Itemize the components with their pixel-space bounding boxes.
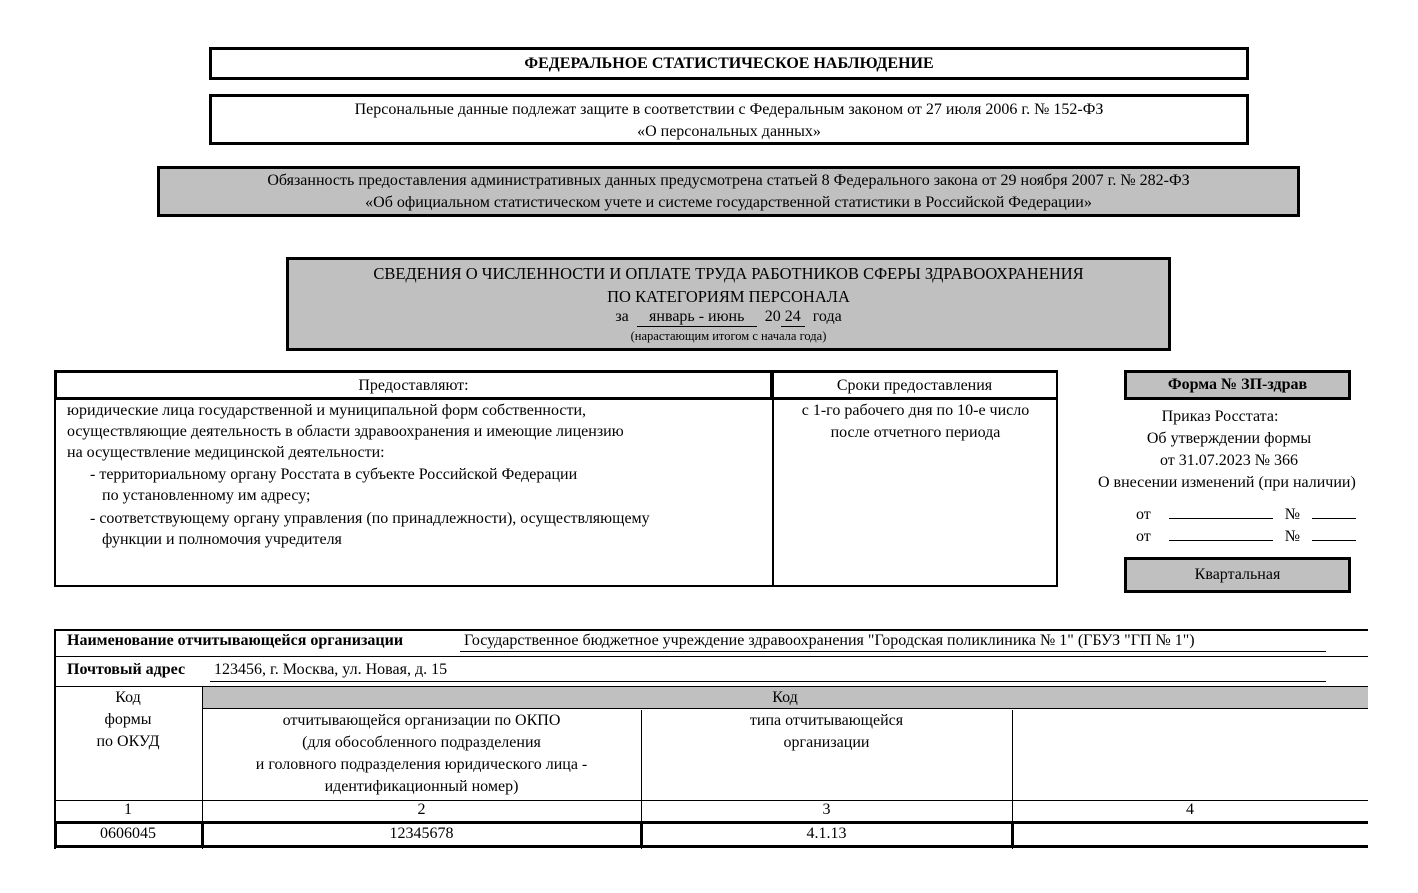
obligation-line1: Обязанность предоставления административных данных предусмотрена статьей 8 Федерального закона от 29 ноября 2007 г. № 282-ФЗ	[267, 172, 1190, 189]
order-line1: Приказ Росстата:	[1161, 408, 1279, 425]
org-name-value[interactable]: Государственное бюджетное учреждение здравоохранения "Городская поликлиника № 1" (ГБУЗ "ГП № 1")	[464, 632, 1195, 649]
amendment-row-1	[1098, 504, 1378, 526]
col-num-2: 2	[417, 801, 426, 818]
provide-line: функции и полномочия учредителя	[102, 531, 342, 548]
okpo-header-l1: отчитывающейся организации по ОКПО	[282, 712, 561, 729]
okud-header-l3: по ОКУД	[96, 733, 160, 750]
provide-line: осуществляющие деятельность в области здравоохранения и имеющие лицензию	[67, 423, 624, 440]
provide-table	[54, 370, 1058, 587]
amendment-number-field-1[interactable]	[1312, 518, 1356, 519]
order-line2: Об утверждении формы	[1146, 430, 1312, 447]
okpo-header-l4: идентификационный номер)	[324, 778, 519, 795]
personal-data-notice	[209, 94, 1249, 145]
amendment-date-field-1[interactable]	[1169, 518, 1273, 519]
okpo-header-l2: (для обособленного подразделения	[302, 734, 541, 751]
provide-line: - территориальному органу Росстата в субъекте Российской Федерации	[90, 466, 578, 483]
year-prefix: 20	[764, 308, 781, 325]
ot-label: от	[1136, 528, 1151, 545]
order-line3: от 31.07.2023 № 366	[1159, 452, 1299, 469]
no-label: №	[1284, 528, 1301, 545]
no-label: №	[1284, 506, 1301, 523]
personal-data-line2: «О персональных данных»	[637, 123, 821, 140]
type-header-l1: типа отчитывающейся	[749, 712, 904, 729]
periodicity-label: Квартальная	[1124, 557, 1351, 593]
okud-header-l2: формы	[104, 711, 152, 728]
col-num-3: 3	[822, 801, 831, 818]
org-name-label: Наименование отчитывающейся организации	[67, 632, 404, 649]
okud-header-l1: Код	[115, 689, 141, 706]
provide-line: - соответствующему органу управления (по принадлежности), осуществляющему	[90, 510, 650, 527]
year-field[interactable]: 24	[781, 308, 805, 327]
report-title-box	[286, 257, 1171, 351]
report-title-line1: СВЕДЕНИЯ О ЧИСЛЕННОСТИ И ОПЛАТЕ ТРУДА РАБОТНИКОВ СФЕРЫ ЗДРАВООХРАНЕНИЯ	[373, 264, 1084, 283]
obligation-line2: «Об официальном статистическом учете и системе государственной статистики в Российской Федерации»	[365, 194, 1092, 211]
amendment-number-field-2[interactable]	[1312, 540, 1356, 541]
col-num-4: 4	[1186, 801, 1194, 818]
col-num-1: 1	[124, 801, 132, 818]
goda-label: года	[812, 308, 842, 325]
terms-line2: после отчетного периода	[830, 424, 1001, 441]
cumulative-note: (нарастающим итогом с начала года)	[630, 329, 827, 343]
report-period	[289, 307, 1168, 327]
report-title-line2: ПО КАТЕГОРИЯМ ПЕРСОНАЛА	[607, 287, 850, 306]
za-label: за	[615, 308, 629, 325]
amendment-row-2	[1098, 526, 1378, 548]
terms-line1: с 1-го рабочего дня по 10-е число	[801, 402, 1030, 419]
org-type-code-value[interactable]: 4.1.13	[806, 825, 847, 842]
okud-code-value[interactable]: 0606045	[100, 825, 156, 842]
provide-line: по установленному им адресу;	[102, 487, 311, 504]
order-block	[1098, 406, 1378, 548]
provide-line: юридические лица государственной и муниципальной форм собственности,	[67, 402, 587, 419]
terms-header: Сроки предоставления	[773, 372, 1056, 400]
postal-address-label: Почтовый адрес	[67, 661, 186, 678]
organization-table	[54, 629, 1368, 849]
provide-line: на осуществление медицинской деятельности:	[67, 444, 385, 461]
obligation-notice	[157, 166, 1300, 217]
order-line4: О внесении изменений (при наличии)	[1098, 474, 1356, 491]
federal-observation-header: ФЕДЕРАЛЬНОЕ СТАТИСТИЧЕСКОЕ НАБЛЮДЕНИЕ	[209, 47, 1249, 80]
period-field[interactable]: январь - июнь	[637, 308, 757, 327]
form-name: Форма № ЗП-здрав	[1124, 370, 1351, 400]
amendment-date-field-2[interactable]	[1169, 540, 1273, 541]
okpo-header-l3: и головного подразделения юридического лица -	[255, 756, 588, 773]
type-header-l2: организации	[783, 734, 870, 751]
code-header: Код	[772, 689, 798, 706]
postal-address-value[interactable]: 123456, г. Москва, ул. Новая, д. 15	[214, 661, 448, 678]
ot-label: от	[1136, 506, 1151, 523]
provide-header: Предоставляют:	[56, 372, 773, 400]
personal-data-line1: Персональные данные подлежат защите в соответствии с Федеральным законом от 27 июля 2006 г. № 152-ФЗ	[354, 101, 1104, 118]
okpo-code-value[interactable]: 12345678	[389, 825, 454, 842]
